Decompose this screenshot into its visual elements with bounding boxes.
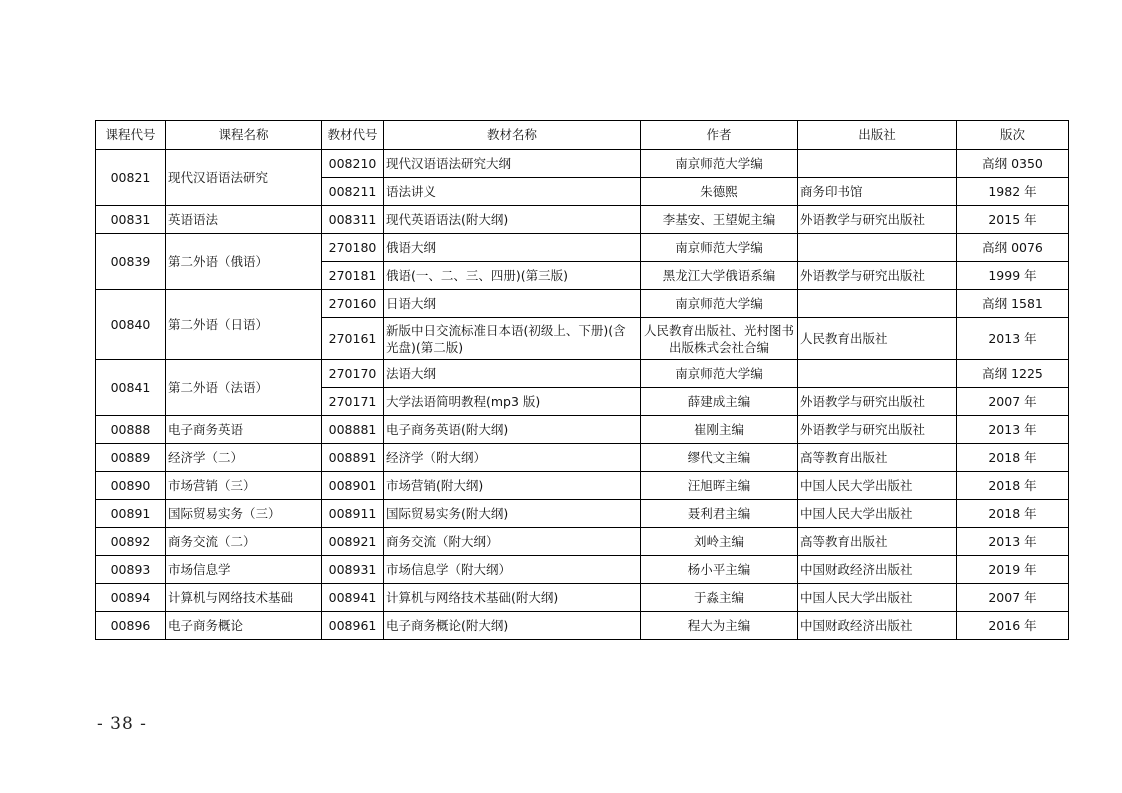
book-publisher: 高等教育出版社: [798, 444, 957, 472]
course-code: 00892: [96, 528, 166, 556]
book-publisher: [798, 290, 957, 318]
book-edition: 2007 年: [957, 584, 1069, 612]
book-publisher: 高等教育出版社: [798, 528, 957, 556]
book-code: 008941: [322, 584, 384, 612]
book-publisher: 外语教学与研究出版社: [798, 262, 957, 290]
book-title: 日语大纲: [384, 290, 641, 318]
book-code: 008921: [322, 528, 384, 556]
book-title: 俄语(一、二、三、四册)(第三版): [384, 262, 641, 290]
table-row: [96, 290, 1069, 318]
book-author: 于淼主编: [641, 584, 798, 612]
book-edition: 1982 年: [957, 178, 1069, 206]
book-title: 经济学（附大纲）: [384, 444, 641, 472]
book-author: 杨小平主编: [641, 556, 798, 584]
book-title: 电子商务英语(附大纲): [384, 416, 641, 444]
book-publisher: 中国人民大学出版社: [798, 584, 957, 612]
book-edition: 1999 年: [957, 262, 1069, 290]
book-author: 南京师范大学编: [641, 290, 798, 318]
book-publisher: 中国财政经济出版社: [798, 556, 957, 584]
book-code: 008210: [322, 150, 384, 178]
header-publisher: 出版社: [798, 121, 957, 150]
course-code: 00896: [96, 612, 166, 640]
book-code: 270181: [322, 262, 384, 290]
book-author: 汪旭晖主编: [641, 472, 798, 500]
course-code: 00889: [96, 444, 166, 472]
page-number: - 38 -: [97, 714, 147, 734]
book-edition: 2013 年: [957, 318, 1069, 360]
course-code: 00891: [96, 500, 166, 528]
book-publisher: 商务印书馆: [798, 178, 957, 206]
book-author: 薛建成主编: [641, 388, 798, 416]
course-code: 00840: [96, 290, 166, 360]
book-publisher: 人民教育出版社: [798, 318, 957, 360]
book-edition: 2018 年: [957, 472, 1069, 500]
book-title: 大学法语简明教程(mp3 版): [384, 388, 641, 416]
book-author: 程大为主编: [641, 612, 798, 640]
book-author: 崔刚主编: [641, 416, 798, 444]
header-author: 作者: [641, 121, 798, 150]
table-row: [96, 528, 1069, 556]
book-code: 008881: [322, 416, 384, 444]
table-row: [96, 150, 1069, 178]
table-row: [96, 612, 1069, 640]
book-title: 语法讲义: [384, 178, 641, 206]
book-title: 俄语大纲: [384, 234, 641, 262]
book-edition: 2019 年: [957, 556, 1069, 584]
table-row: [96, 360, 1069, 388]
course-name: 第二外语（日语）: [166, 290, 322, 360]
book-edition: 2018 年: [957, 500, 1069, 528]
book-author: 黑龙江大学俄语系编: [641, 262, 798, 290]
book-code: 270160: [322, 290, 384, 318]
course-name: 国际贸易实务（三）: [166, 500, 322, 528]
course-code: 00888: [96, 416, 166, 444]
book-author: 人民教育出版社、光村图书出版株式会社合编: [641, 318, 798, 360]
book-publisher: 外语教学与研究出版社: [798, 206, 957, 234]
book-edition: 高纲 1581: [957, 290, 1069, 318]
book-publisher: 外语教学与研究出版社: [798, 416, 957, 444]
book-publisher: [798, 360, 957, 388]
book-title: 计算机与网络技术基础(附大纲): [384, 584, 641, 612]
book-title: 国际贸易实务(附大纲): [384, 500, 641, 528]
header-course-code: 课程代号: [96, 121, 166, 150]
book-author: 刘岭主编: [641, 528, 798, 556]
course-name: 商务交流（二）: [166, 528, 322, 556]
book-title: 现代汉语语法研究大纲: [384, 150, 641, 178]
course-name: 电子商务概论: [166, 612, 322, 640]
course-name: 电子商务英语: [166, 416, 322, 444]
book-code: 008911: [322, 500, 384, 528]
book-publisher: [798, 150, 957, 178]
table-row: [96, 206, 1069, 234]
book-code: 270170: [322, 360, 384, 388]
book-author: 南京师范大学编: [641, 234, 798, 262]
book-title: 法语大纲: [384, 360, 641, 388]
book-code: 008901: [322, 472, 384, 500]
book-edition: 高纲 0076: [957, 234, 1069, 262]
course-code: 00890: [96, 472, 166, 500]
course-name: 市场营销（三）: [166, 472, 322, 500]
book-code: 008931: [322, 556, 384, 584]
book-code: 008891: [322, 444, 384, 472]
book-publisher: 中国财政经济出版社: [798, 612, 957, 640]
course-code: 00839: [96, 234, 166, 290]
book-publisher: 外语教学与研究出版社: [798, 388, 957, 416]
course-name: 现代汉语语法研究: [166, 150, 322, 206]
book-edition: 2015 年: [957, 206, 1069, 234]
table-row: [96, 444, 1069, 472]
book-edition: 高纲 1225: [957, 360, 1069, 388]
book-title: 市场营销(附大纲): [384, 472, 641, 500]
course-code: 00821: [96, 150, 166, 206]
book-author: 朱德熙: [641, 178, 798, 206]
course-name: 第二外语（俄语）: [166, 234, 322, 290]
book-author: 李基安、王望妮主编: [641, 206, 798, 234]
book-code: 008961: [322, 612, 384, 640]
header-book-code: 教材代号: [322, 121, 384, 150]
book-code: 270180: [322, 234, 384, 262]
book-edition: 2013 年: [957, 528, 1069, 556]
book-edition: 2018 年: [957, 444, 1069, 472]
table-row: [96, 472, 1069, 500]
header-book-title: 教材名称: [384, 121, 641, 150]
course-name: 英语语法: [166, 206, 322, 234]
book-title: 商务交流（附大纲）: [384, 528, 641, 556]
course-code: 00893: [96, 556, 166, 584]
book-author: 南京师范大学编: [641, 360, 798, 388]
course-code: 00831: [96, 206, 166, 234]
book-author: 聂利君主编: [641, 500, 798, 528]
table-row: [96, 500, 1069, 528]
course-code: 00894: [96, 584, 166, 612]
book-edition: 2007 年: [957, 388, 1069, 416]
book-publisher: 中国人民大学出版社: [798, 500, 957, 528]
book-code: 008211: [322, 178, 384, 206]
course-code: 00841: [96, 360, 166, 416]
header-course-name: 课程名称: [166, 121, 322, 150]
book-edition: 2016 年: [957, 612, 1069, 640]
book-title: 电子商务概论(附大纲): [384, 612, 641, 640]
book-edition: 2013 年: [957, 416, 1069, 444]
book-title: 现代英语语法(附大纲): [384, 206, 641, 234]
book-title: 新版中日交流标准日本语(初级上、下册)(含光盘)(第二版): [384, 318, 641, 360]
book-author: 缪代文主编: [641, 444, 798, 472]
book-author: 南京师范大学编: [641, 150, 798, 178]
table-row: [96, 584, 1069, 612]
course-name: 计算机与网络技术基础: [166, 584, 322, 612]
textbook-table: [95, 120, 1069, 640]
course-name: 经济学（二）: [166, 444, 322, 472]
book-code: 270161: [322, 318, 384, 360]
header-edition: 版次: [957, 121, 1069, 150]
table-row: [96, 556, 1069, 584]
course-name: 第二外语（法语）: [166, 360, 322, 416]
table-header-row: [96, 121, 1069, 150]
book-publisher: [798, 234, 957, 262]
course-name: 市场信息学: [166, 556, 322, 584]
table-row: [96, 416, 1069, 444]
book-code: 270171: [322, 388, 384, 416]
book-title: 市场信息学（附大纲）: [384, 556, 641, 584]
book-publisher: 中国人民大学出版社: [798, 472, 957, 500]
table-row: [96, 234, 1069, 262]
book-code: 008311: [322, 206, 384, 234]
book-edition: 高纲 0350: [957, 150, 1069, 178]
